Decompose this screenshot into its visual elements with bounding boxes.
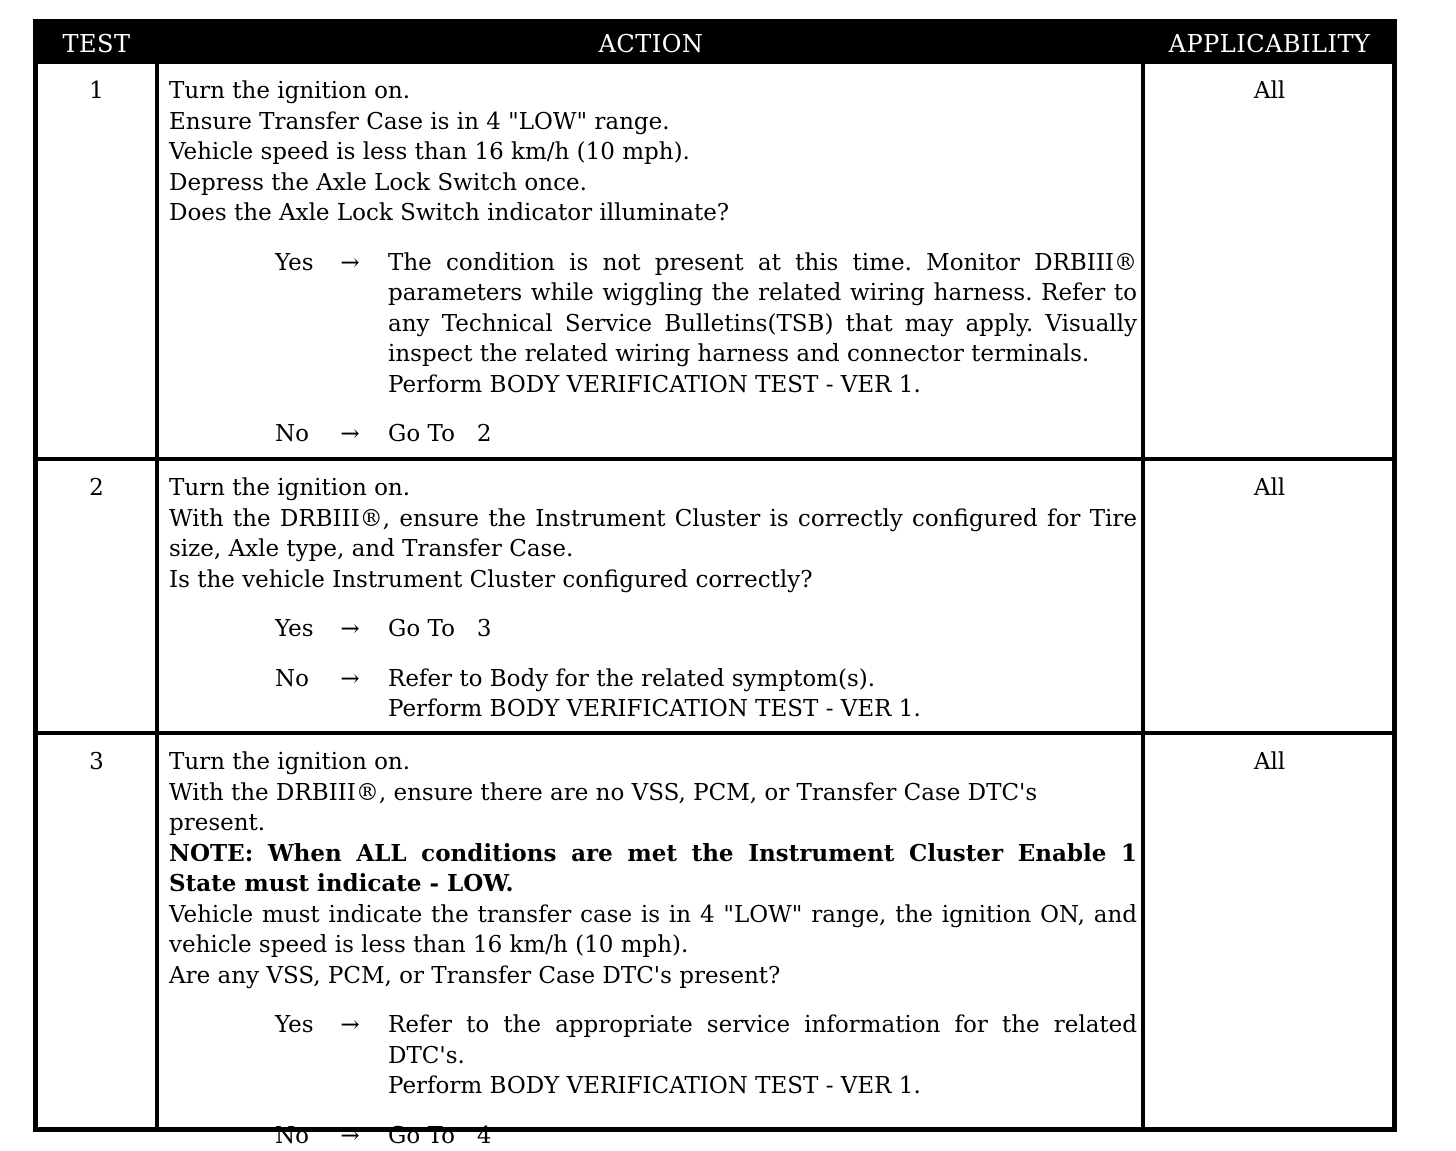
action-line: Turn the ignition on. — [169, 473, 1137, 504]
header-test: TEST — [38, 24, 155, 64]
no-label: No — [275, 664, 335, 695]
no-answer — [169, 664, 1137, 725]
diagnostic-table — [33, 19, 1397, 1132]
yes-answer — [169, 248, 1137, 401]
action-line: Ensure Transfer Case is in 4 "LOW" range. — [169, 107, 1137, 138]
header-applicability: APPLICABILITY — [1147, 24, 1392, 64]
answer-text: The condition is not present at this time. Monitor DRBIII® parameters while wiggling the related wiring harness. Refer to any Technical Service Bulletins(TSB) that may apply. Visually inspect the related wiring harness and connector terminals. — [388, 248, 1137, 370]
action-line: Depress the Axle Lock Switch once. — [169, 168, 1137, 199]
answer-text: Go To 3 — [388, 614, 1137, 645]
action-line: With the DRBIII®, ensure there are no VSS, PCM, or Transfer Case DTC's present. — [169, 778, 1137, 839]
arrow-icon: → — [335, 248, 365, 279]
no-answer — [169, 1121, 1137, 1151]
table-row — [38, 461, 1392, 731]
yes-label: Yes — [275, 614, 335, 645]
applicability-value: All — [1147, 76, 1392, 106]
answer-text: Refer to the appropriate service information for the related DTC's. — [388, 1010, 1137, 1071]
action-line: Are any VSS, PCM, or Transfer Case DTC's present? — [169, 961, 1137, 992]
table-row — [38, 735, 1392, 1127]
answer-text: Perform BODY VERIFICATION TEST - VER 1. — [388, 694, 1137, 725]
action-cell — [169, 76, 1137, 450]
action-cell — [169, 747, 1137, 1151]
action-line: Vehicle must indicate the transfer case is in 4 "LOW" range, the ignition ON, and vehicle speed is less than 16 km/h (10 mph). — [169, 900, 1137, 961]
answer-text: Refer to Body for the related symptom(s). — [388, 664, 1137, 695]
arrow-icon: → — [335, 614, 365, 645]
action-line: Turn the ignition on. — [169, 76, 1137, 107]
applicability-value: All — [1147, 747, 1392, 777]
action-cell — [169, 473, 1137, 725]
header-action: ACTION — [161, 24, 1141, 64]
table-row — [38, 64, 1392, 457]
test-number: 3 — [38, 747, 155, 777]
action-line: With the DRBIII®, ensure the Instrument Cluster is correctly configured for Tire size, Axle type, and Transfer Case. — [169, 504, 1137, 565]
yes-label: Yes — [275, 1010, 335, 1041]
test-number: 2 — [38, 473, 155, 503]
arrow-icon: → — [335, 1010, 365, 1041]
no-label: No — [275, 1121, 335, 1151]
column-divider — [1392, 64, 1396, 1127]
action-line: Is the vehicle Instrument Cluster configured correctly? — [169, 565, 1137, 596]
no-answer — [169, 419, 1137, 450]
applicability-value: All — [1147, 473, 1392, 503]
arrow-icon: → — [335, 419, 365, 450]
arrow-icon: → — [335, 1121, 365, 1151]
answer-text: Go To 4 — [388, 1121, 1137, 1151]
test-number: 1 — [38, 76, 155, 106]
answer-text: Perform BODY VERIFICATION TEST - VER 1. — [388, 370, 1137, 401]
yes-answer — [169, 614, 1137, 645]
arrow-icon: → — [335, 664, 365, 695]
yes-label: Yes — [275, 248, 335, 279]
action-line: Vehicle speed is less than 16 km/h (10 mph). — [169, 137, 1137, 168]
table-header — [38, 24, 1392, 64]
no-label: No — [275, 419, 335, 450]
note-text: NOTE: When ALL conditions are met the Instrument Cluster Enable 1 State must indicate - LOW. — [169, 839, 1137, 900]
action-line: Does the Axle Lock Switch indicator illuminate? — [169, 198, 1137, 229]
answer-text: Go To 2 — [388, 419, 1137, 450]
answer-text: Perform BODY VERIFICATION TEST - VER 1. — [388, 1071, 1137, 1102]
yes-answer — [169, 1010, 1137, 1102]
action-line: Turn the ignition on. — [169, 747, 1137, 778]
